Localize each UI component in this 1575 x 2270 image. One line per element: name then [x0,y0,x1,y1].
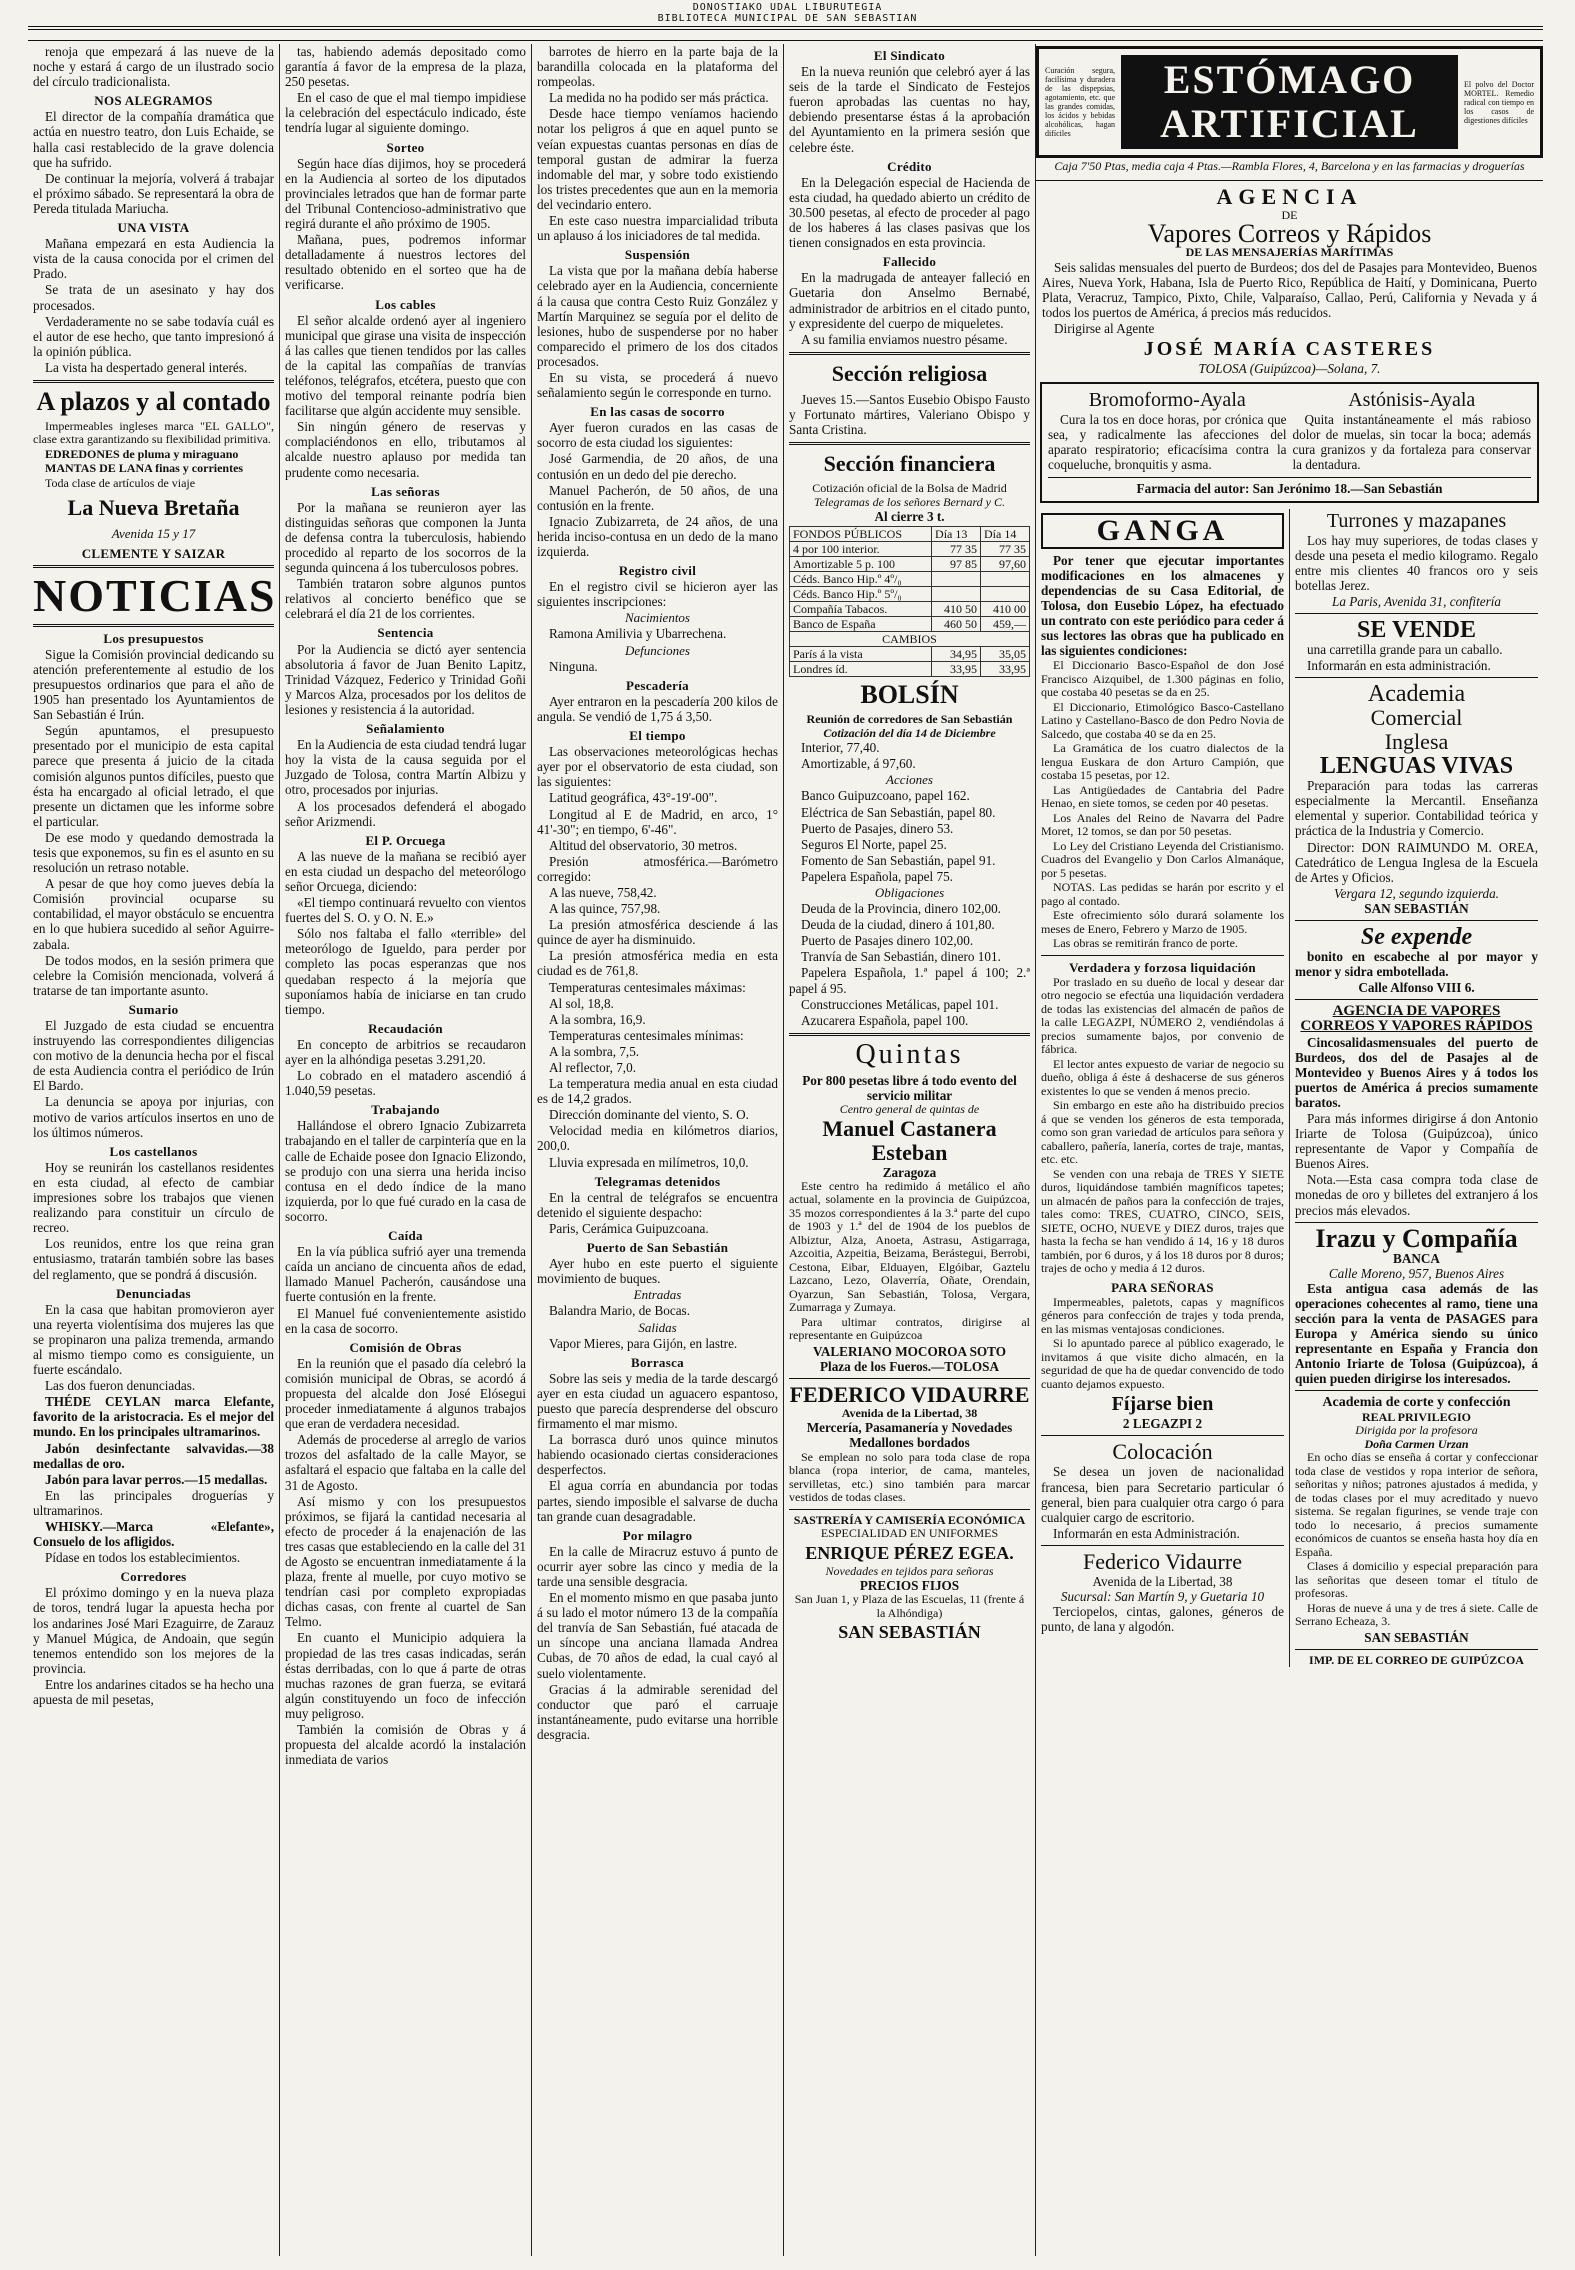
section-title-noticias: NOTICIAS [33,565,274,627]
table-row: Céds. Banco Hip.º 4º/₀ [790,572,1030,587]
columns-5-6: Curación segura, facilísima y duradera de las dispepsias, agotamiento, etc. que las grandes comidas, los ácidos y bebidas alcohólicas, hagan difíciles ESTÓMAGO ARTIFICIAL El polvo del Doctor MORTEL. Remedio radical con tiempo en los casos de digestiones difíciles Caja 7'50 Ptas, media caja 4 Ptas.—Rambla Flores, 4, Barcelona y en las farmacias y droguerías AGENCIA DE Vapores Correos y Rápidos DE LAS MENSAJERÍAS MARÍTIMAS Seis salidas mensuales del puerto de Burdeos; dos del de Pasajes para Montevideo, Buenos Aires, Nueva York, Habana, Isla de Puerto Rico, República de Haití, y Dominicana, Puerto Plata, Veracruz, Tampico, Pixto, Chile, Valparaíso, Callao, Perú, California y Nevada y á todos los puertos de América, á precios más reducidos. Dirigirse al Agente JOSÉ MARÍA CASTERES TOLOSA (Guipúzcoa)—Solana, 7. Bromoformo-Ayala Cura la tos en doce horas, por crónica que sea, y radicalmente las afecciones del aparato respiratorio; eficacísima contra la coqueluche, bronquitis y asma. Astónisis-Ayala Quita instantáneamente el más rabioso dolor de muelas, sin tocar la boca; además cura granizos y da fortaleza para conservar la dentadura. Farmacia del autor: San Jerónimo 18.—San Sebastián GANGA Por tener que ejecutar importantes modificaciones en los almacenes y dependencias de su Casa Editorial, de Tolosa, don Eusebio López, ha efectuado un contrato con este periódico para ceder á sus lectores las obras que ha publicado en las siguientes condiciones: El Diccionario Basco-Español de don José Francisco Aizquibel, de 1.300 páginas en folio, que costaba 40 pesetas se da en 25. El Diccionario, Etimológico Basco-Castellano Latino y Castellano-Basco de don Pedro Novia de Salcedo, que costaba 40 se da en 25. La Gramática de los cuatro dialectos de la lengua Euskara de don Arturo Campión, que costaba 15 pesetas, por 12. Las Antigüedades de Cantabria del Padre Henao, en siete tomos, se ceden por 40 pesetas. Los Anales del Reino de Navarra del Padre Moret, 12 tomos, se dan por 50 pesetas. Lo Ley del Cristiano Leyenda del Cristianismo. Cuadros del Evangelio y Don Carlos Almanáque, por 5 pesetas. NOTAS. Las pedidas se harán por escrito y el pago al contado. Este ofrecimiento sólo durará solamente los meses de Enero, Febrero y Marzo de 1905. Las obras se remitirán franco de porte. Verdadera y forzosa liquidación Por traslado en su dueño de local y desear dar otro negocio se efectúa una liquidación verdadera de todas las existencias del almacén de paños de la calle LEGAZPI, NÚMERO 2, vendiéndolas á precios sumamente bajos, por convenio de fábrica. El lector antes expuesto de variar de negocio su dueño, obliga á éste á deshacerse de sus géneros existentes lo que se venden á menos precio. Sin embargo en este año ha distribuido precios á que se venden los géneros de esta temporada, como son gran variedad de artículos para señora y caballero, pañería, lanería, cortes de traje, mantas, etc. etc. Se venden con una rebaja de TRES Y SIETE duros, liquidándose también magníficos tapetes; un almacén de paños para la confección de trajes, tales como: TRES, CUATRO, CINCO, SEIS, SIETE, OCHO, NUEVE y DIEZ duros, trajes que hasta la fecha se han vendido á 14, 16 y 18 duros también, por 6 duros, y á los 18 duros por 8 duros; trajes de ocho y media á 12 duros. PARA SEÑORAS Impermeables, paletots, capas y magníficos géneros para confección de trajes y toda prenda, en las mismas ventajosas condiciones. Si lo apuntado parece al público exagerado, le invitamos á que visite dicho almacén, en la seguridad de que ha de quedar convencido de todo cuanto dejamos expuesto. Fíjarse bien 2 LEGAZPI 2 Colocación Se desea un joven de nacionalidad francesa, bien para Secretario particular ó general, bien para cualquier otra cargo ó para cualquier cargo de escritorio. Informarán en esta Administración. Federico Vidaurre Avenida de la Libertad, 38 Sucursal: San Martín 9, y Guetaria 10 Terciopelos, cintas, galones, géneros de punto, de lana y algodón. Turrones y mazapanes Los hay muy superiores, de todas clases y desde una peseta el medio kilogramo. Regalo entre mis clientes 40 francos oro y seis botellas Jerez. La Paris, Avenida 31, confitería SE VENDE una carretilla grande para un caballo. Informarán en esta administración. Academia Comercial Inglesa LENGUAS VIVAS Preparación para todas las carreras especialmente la Mercantil. Enseñanza elemental y superior. Contabilidad teórica y práctica de la Industria y Comercio. Director: DON RAIMUNDO M. OREA, Catedrático de Lengua Inglesa de la Escuela de Artes y Oficios. Vergara 12, segundo izquierda. SAN SEBASTIÁN Se expende bonito en escabeche al por mayor y menor y sidra embotellada. Calle Alfonso VIII 6. AGENCIA DE VAPORES CORREOS Y VAPORES RÁPIDOS Cincosalidasmensuales del puerto de Burdeos, dos del de Pasajes al de Montevideo y Buenos Aires y á todos los puertos de América á precios sumamente baratos. Para más informes dirigirse á don Antonio Iriarte de Tolosa (Guipúzcoa), único representante de Vapor y Compañía de Buenos Aires. Nota.—Esta casa compra toda clase de monedas de oro y billetes del extranjero á los precios más elevados. Irazu y Compañía BANCA Calle Moreno, 957, Buenos Aires Esta antigua casa además de las operaciones cohecentes al ramo, tiene una sección para la venta de PASAGES para Europa y América siendo su único representante en España y Francia don Antonio Iriarte de Tolosa (Guipúzcoa), á quien pueden dirigirse los interesados. Academia de corte y confección REAL PRIVILEGIO Dirigida por la profesora Doña Carmen Urzan En ocho días se enseña á cortar y confeccionar toda clase de vestidos y ropa interior de señora, señoritas y niños; patrones ajustados á medida, y de todas clases por el muy acreditado y nuevo sistema. Se regalan figurines, se vende traje con todo lo necesario, á precios sumamente económicos de cuantos se enseña hasta hoy día en España. Clases á domicilio y especial preparación para las señoritas que deseen tomar el título de profesoras. Horas de nueve á una y de tres á siete. Calle de Serrano Echeaza, 3. SAN SEBASTIÁN IMP. DE EL CORREO DE GUIPÚZCOA [1036,44,1543,2256]
divider [1036,180,1543,181]
heading: Los cables [375,296,436,312]
table-row: París á la vista 34,95 35,05 [790,647,1030,662]
divider [1295,613,1538,614]
table-header: FONDOS PÚBLICOS Día 13 Día 14 [790,527,1030,542]
divider [1041,1545,1284,1546]
divider [1295,1390,1538,1391]
table-row: Céds. Banco Hip.º 5º/₀ [790,587,1030,602]
column-5: GANGA Por tener que ejecutar importantes modificaciones en los almacenes y dependencias de su Casa Editorial, de Tolosa, don Eusebio López, ha efectuado un contrato con este periódico para ceder á sus lectores las obras que ha publicado en las siguientes condiciones: El Diccionario Basco-Español de don José Francisco Aizquibel, de 1.300 páginas en folio, que costaba 40 pesetas se da en 25. El Diccionario, Etimológico Basco-Castellano Latino y Castellano-Basco de don Pedro Novia de Salcedo, que costaba 40 se da en 25. La Gramática de los cuatro dialectos de la lengua Euskara de don Arturo Campión, que costaba 15 pesetas, por 12. Las Antigüedades de Cantabria del Padre Henao, en siete tomos, se ceden por 40 pesetas. Los Anales del Reino de Navarra del Padre Moret, 12 tomos, se dan por 50 pesetas. Lo Ley del Cristiano Leyenda del Cristianismo. Cuadros del Evangelio y Don Carlos Almanáque, por 5 pesetas. NOTAS. Las pedidas se harán por escrito y el pago al contado. Este ofrecimiento sólo durará solamente los meses de Enero, Febrero y Marzo de 1905. Las obras se remitirán franco de porte. Verdadera y forzosa liquidación Por traslado en su dueño de local y desear dar otro negocio se efectúa una liquidación verdadera de todas las existencias del almacén de paños de la calle LEGAZPI, NÚMERO 2, vendiéndolas á precios sumamente bajos, por convenio de fábrica. El lector antes expuesto de variar de negocio su dueño, obliga á éste á deshacerse de sus géneros existentes lo que se venden á menos precio. Sin embargo en este año ha distribuido precios á que se venden los géneros de esta temporada, como son gran variedad de artículos para señora y caballero, pañería, lanería, cortes de traje, mantas, etc. etc. Se venden con una rebaja de TRES Y SIETE duros, liquidándose también magníficos tapetes; un almacén de paños para la confección de trajes, tales como: TRES, CUATRO, CINCO, SEIS, SIETE, OCHO, NUEVE y DIEZ duros, trajes que hasta la fecha se han vendido á 14, 16 y 18 duros también, por 6 duros, y á los 18 duros por 8 duros; trajes de ocho y media á 12 duros. PARA SEÑORAS Impermeables, paletots, capas y magníficos géneros para confección de trajes y toda prenda, en las mismas ventajosas condiciones. Si lo apuntado parece al público exagerado, le invitamos á que visite dicho almacén, en la seguridad de que ha de quedar convencido de todo cuanto dejamos expuesto. Fíjarse bien 2 LEGAZPI 2 Colocación Se desea un joven de nacionalidad francesa, bien para Secretario particular ó general, bien para cualquier otra cargo ó para cualquier cargo de escritorio. Informarán en esta Administración. Federico Vidaurre Avenida de la Libertad, 38 Sucursal: San Martín 9, y Guetaria 10 Terciopelos, cintas, galones, géneros de punto, de lana y algodón. [1036,509,1290,1668]
heading: Señalamiento [366,721,445,737]
divider [789,1033,1030,1036]
divider [789,1509,1030,1510]
column-4: El Sindicato En la nueva reunión que celebró ayer á las seis de la tarde el Sindicato de Festejos fueron aprobadas las cuentas no hay, debiendo presentarse éstas á la aprobación del Ayuntamiento en la primera sesión que celebre éste. Crédito En la Delegación especial de Hacienda de esta ciudad, ha quedado abierto un crédito de 30.500 pesetas, al efecto de proceder al pago de los haberes á las clases pasivas que los tienen consignados en esta provincia. Fallecido En la madrugada de anteayer falleció en Guetaria don Anselmo Bernabé, administrador de arbitrios en el citado punto, y expresidente del cuerpo de miqueletes. A su familia enviamos nuestro pésame. Sección religiosa Jueves 15.—Santos Eusebio Obispo Fausto y Fortunato mártires, Valeriano Obispo y Santa Cristina. Sección financiera Cotización oficial de la Bolsa de Madrid Telegramas de los señores Bernard y C. Al cierre 3 t. FONDOS PÚBLICOS Día 13 Día 14 4 por 100 interior. 77 35 77 35 Amortizable 5 p. 100 97 85 97,60 Céds. Banco Hip.º 4º/₀ Céds. Banco Hip.º 5º/₀ Compañía Tabacos. 410 50 410 00 Banco de España 460 50 459,— CAMBIOS París á la vista 34,95 35,05 Londres íd. 33,95 33,95 BOLSÍN Reunión de corredores de San Sebastián Cotización del día 14 de Diciembre Interior, 77,40. Amortizable, á 97,60. Acciones Banco Guipuzcoano, papel 162. Eléctrica de San Sebastián, papel 80. Puerto de Pasajes, dinero 53. Seguros El Norte, papel 25. Fomento de San Sebastián, papel 91. Papelera Española, papel 75. Obligaciones Deuda de la Provincia, dinero 102,00. Deuda de la ciudad, dinero á 101,80. Puerto de Pasajes dinero 102,00. Tranvía de San Sebastián, dinero 101. Papelera Española, 1.ª papel á 100; 2.ª papel á 95. Construcciones Metálicas, papel 101. Azucarera Española, papel 100. Quintas Por 800 pesetas libre á todo evento del servicio militar Centro general de quintas de Manuel Castanera Esteban Zaragoza Este centro ha redimido á metálico el año actual, solamente en la provincia de Guipúzcoa, 35 mozos correspondientes á la 3.ª parte del cupo de 1903 y 1.ª del de 1904 de los pueblos de Albiztur, Alza, Anoeta, Astrasu, Astigarraga, Azcoitia, Azpeitia, Beizama, Berástegui, Berrobi, Cestona, Eibar, Elduayen, Elgóibar, Gaztelu Lazcano, Lezo, Olaverría, Oñate, Orendain, Oyarzun, San Sebastián, Tolosa, Vergara, Zumarraga y Zumaya. Para ultimar contratos, dirigirse al representante en Guipúzcoa VALERIANO MOCOROA SOTO Plaza de los Fueros.—TOLOSA FEDERICO VIDAURRE Avenida de la Libertad, 38 Mercería, Pasamanería y Novedades Medallones bordados Se emplean no solo para toda clase de ropa blanca (ropa interior, de cama, manteles, servilletas, etc.) sino también para marcar vestidos de todas clases. SASTRERÍA Y CAMISERÍA ECONÓMICA ESPECIALIDAD EN UNIFORMES ENRIQUE PÉREZ EGEA. Novedades en tejidos para señoras PRECIOS FIJOS San Juan 1, y Plaza de las Escuelas, 11 (frente á la Alhóndiga) SAN SEBASTIÁN [784,44,1036,2256]
heading: El tiempo [629,728,686,744]
section-title-financiera: Sección financiera [823,451,996,477]
table-row: Amortizable 5 p. 100 97 85 97,60 [790,557,1030,572]
heading: Corredores [120,1569,187,1585]
heading: Los presupuestos [103,630,204,646]
shop-name: La Nueva Bretaña [67,495,240,521]
heading: UNA VISTA [117,220,190,236]
divider [1041,1435,1284,1436]
heading: Borrasca [631,1354,684,1370]
heading: Sorteo [386,139,425,155]
divider [33,380,274,383]
heading: NOS ALEGRAMOS [94,93,213,109]
heading: Puerto de San Sebastián [586,1240,729,1256]
heading: Caída [388,1228,423,1244]
heading: Los castellanos [109,1143,198,1159]
column-3: barrotes de hierro en la parte baja de la barandilla colocada en la plataforma del rompeolas. La medida no ha podido ser más práctica. Desde hace tiempo veníamos haciendo notar los peligros á que en aquel punto se veían expuestas cuantas personas en días de temporal gustan de admirar la fuerza indomable del mar, y sobre todo existiendo los tristes precedentes que aun en la memoria del vecindario entero. En este caso nuestra imparcialidad tributa un aplauso á los iniciadores de tal medida. Suspensión La vista que por la mañana debía haberse celebrado ayer en la Audiencia, concerniente á la causa que contra Cesto Ruiz González y Martín Marquinez se seguía por el delito de lesiones, hubo de suspenderse por no haber comparecido el primero de los dos citados procesados. En su vista, se procederá á nuevo señalamiento según le corresponde en turno. En las casas de socorro Ayer fueron curados en las casas de socorro de esta ciudad los siguientes: José Garmendia, de 20 años, de una contusión en un dedo del pie derecho. Manuel Pacherón, de 50 años, de una contusión en la frente. Ignacio Zubizarreta, de 24 años, de una herida inciso-contusa en un dedo de la mano izquierda. Registro civil En el registro civil se hicieron ayer las siguientes inscripciones: Nacimientos Ramona Amilivia y Ubarrechena. Defunciones Ninguna. Pescadería Ayer entraron en la pescadería 200 kilos de angula. Se vendió de 1,75 á 3,50. El tiempo Las observaciones meteorológicas hechas ayer por el observatorio de esta ciudad, son las siguientes: Latitud geográfica, 43°-19'-00". Longitud al E de Madrid, en arco, 1° 41'-30"; en tiempo, 6'-46". Altitud del observatorio, 30 metros. Presión atmosférica.—Barómetro corregido: A las nueve, 758,42. A las quince, 757,98. La presión atmosférica desciende á las quince de ayer ha disminuido. La presión atmosférica media en esta ciudad es de 761,8. Temperaturas centesimales máximas: Al sol, 18,8. A la sombra, 16,9. Temperaturas centesimales mínimas: A la sombra, 7,5. Al reflector, 7,0. La temperatura media anual en esta ciudad es de 14,2 grados. Dirección dominante del viento, S. O. Velocidad media en kilómetros diarios, 200,0. Lluvia expresada en milímetros, 10,0. Telegramas detenidos En la central de telégrafos se encuentra detenido el siguiente despacho: Paris, Cerámica Guipuzcoana. Puerto de San Sebastián Ayer hubo en este puerto el siguiente movimiento de buques. Entradas Balandra Mario, de Bocas. Salidas Vapor Mieres, para Gijón, en lastre. Borrasca Sobre las seis y media de la tarde descargó ayer en esta ciudad un aguacero espantoso, puesto que parecía desprenderse del obscuro firmamento el mar mismo. La borrasca duró unos quince minutos habiendo ocasionado ciertas consideraciones desperfectos. El agua corría en abundancia por todas partes, siendo imposible el salvarse de ducha tan grande cuan desagradable. Por milagro En la calle de Miracruz estuvo á punto de ocurrir ayer sobre las cinco y media de la tarde una sensible desgracia. En el momento mismo en que pasaba junto á su lado el motor número 13 de la compañía del tranvía de San Sebastián, fué atacada de un síncope una anciana llamada Andrea Cubas, de 70 años de edad, la cual cayó al suelo violentamente. Gracias á la admirable serenidad del conductor que paró el carruaje instantáneamente, pudo evitarse una horrible desgracia. [532,44,784,2256]
divider [789,352,1030,355]
column-1: renoja que empezará á las nueve de la noche y estará á cargo de un ilustrado socio del círculo tradicionalista. NOS ALEGRAMOS El director de la compañía dramática que actúa en nuestro teatro, don Luis Echaide, se halla casi restablecido de la grave dolencia que ha sufrido. De continuar la mejoría, volverá á trabajar el próximo sábado. Se representará la obra de Pereda titulada Mariucha. UNA VISTA Mañana empezará en esta Audiencia la vista de la causa conocida por el crimen del Prado. Se trata de un asesinato y hay dos procesados. Verdaderamente no se sabe todavía cuál es el autor de ese hecho, que tanto impresionó á la opinión pública. La vista ha despertado general interés. A plazos y al contado Impermeables ingleses marca "EL GALLO", clase extra garantizando su flexibilidad primitiva. EDREDONES de pluma y miraguano MANTAS DE LANA finas y corrientes Toda clase de artículos de viaje La Nueva Bretaña Avenida 15 y 17 CLEMENTE Y SAIZAR NOTICIAS Los presupuestos Sigue la Comisión provincial dedicando su atención preferentemente al estudio de los presupuestos ordinarios que para el año de 1905 han presentado los Ayuntamientos de San Sebastián é Irún. Según apuntamos, el presupuesto presentado por el municipio de esta capital parece que presenta á juicio de la citada comisión algunos puntos difíciles, puesto que ésta ha encargado al oficial letrado, el que presente un dictamen que les informe sobre el particular. De ese modo y quedando demostrada la tesis que exponemos, su fin es el asunto en su resolución un retraso notable. A pesar de que hoy como jueves debía la Comisión provincial ocuparse su contabilidad, el mayor obstáculo se encuentra en lo que hubiera sucedido al señor Aguirre-zabala. De todos modos, en la sesión primera que celebre la Comisión mencionada, volverá á tratarse de tan importante asunto. Sumario El Juzgado de esta ciudad se encuentra instruyendo las correspondientes diligencias con motivo de la denuncia hecha por el fiscal de esta Audiencia contra el periódico de Irún El Bardo. La denuncia se apoya por injurias, con motivo de varios artículos insertos en uno de los últimos números. Los castellanos Hoy se reunirán los castellanos residentes en esta ciudad, al efecto de cambiar impresiones sobre los trabajos que vienen realizando para constituir un círculo de recreo. Los reunidos, entre los que reina gran entusiasmo, tratarán también sobre las bases del reglamento, que se pondrá á discusión. Denunciadas En la casa que habitan promovieron ayer una reyerta violentísima dos mujeres las que se propinaron una paliza tremenda, armando al mismo tiempo como es consiguiente, un fuerte escándalo. Las dos fueron denunciadas. THÉDE CEYLAN marca Elefante, favorito de la aristocracia. Es el mejor del mundo. En los principales ultramarinos. Jabón desinfectante salvavidas.—38 medallas de oro. Jabón para lavar perros.—15 medallas. En las principales droguerías y ultramarinos. WHISKY.—Marca «Elefante», Consuelo de los afligidos. Pídase en todos los establecimientos. Corredores El próximo domingo y en la nueva plaza de toros, tendrá lugar la apuesta hecha por los andarines José Mari Ezaguirre, de Zarauz y Manuel Múgica, de Andoain, que según tenemos entendido son los mejores de la provincia. Entre los andarines citados se ha hecho una apuesta de mil pesetas, [28,44,280,2256]
heading: En las casas de socorro [590,404,725,420]
table-row: Londres íd. 33,95 33,95 [790,662,1030,677]
column-2: tas, habiendo además depositado como garantía á favor de la empresa de la plaza, 250 pesetas. En el caso de que el mal tiempo impidiese la celebración del espectáculo indicado, éste tendría lugar al siguiente domingo. Sorteo Según hace días dijimos, hoy se procederá en la Audiencia al sorteo de los diputados provinciales letrados que han de formar parte del Tribunal Contencioso-administrativo que regirá durante el año próximo de 1905. Mañana, pues, podremos informar detalladamente á nuestros lectores del resultado obtenido en el sorteo que ha de verificarse. Los cables El señor alcalde ordenó ayer al ingeniero municipal que girase una visita de inspección á las calles que tienen tendidos por las calles de la capital las compañías de tranvías teléfonos, telégrafos, etcétera, puesto que con motivo del temporal reinante podría bien facilitarse que algún accidente muy sensible. Sin ningún género de reservas y complaciéndonos en ello, tributamos al alcalde nuestro aplauso por medida tan prudente como necesaria. Las señoras Por la mañana se reunieron ayer las distinguidas señoras que componen la Junta de defensa contra la tuberculosis, habiendo procedido al reparto de los socorros de la segunda quincena á los tuberculosos pobres. También trataron sobre algunos puntos relativos al concierto benéfico que se celebrará el día 21 de los corrientes. Sentencia Por la Audiencia se dictó ayer sentencia absolutoria á favor de Juan Benito Lapitz, Trinidad Vázquez, Federico y Trinidad Goñi y Marcos Alza, procesados por los delitos de lesiones y resistencia á la autoridad. Señalamiento En la Audiencia de esta ciudad tendrá lugar hoy la vista de la causa seguida por el Juzgado de Tolosa, contra Martín Albizu y otro, procesados por injurias. A los procesados defenderá el abogado señor Arizmendi. El P. Orcuega A las nueve de la mañana se recibió ayer en esta ciudad un despacho del meteorólogo señor Orcuega, diciendo: «El tiempo continuará revuelto con vientos fuertes del S. O. y O. N. E.» Sólo nos faltaba el fallo «terrible» del meteorólogo de Igueldo, para perder por completo las pocas esperanzas que nos quedaban respecto á la mejoría que suponíamos había de iniciarse en tan crudo tiempo. Recaudación En concepto de arbitrios se recaudaron ayer en la alhóndiga pesetas 3.291,20. Lo cobrado en el matadero ascendió á 1.040,59 pesetas. Trabajando Hallándose el obrero Ignacio Zubizarreta trabajando en el taller de carpintería que en la calle de Echaide posee don Ignacio Elizondo, se produjo con una sierra una herida inciso contusa en el dedo índice de la mano izquierda, por lo que fué curado en la casa de socorro. Caída En la vía pública sufrió ayer una tremenda caída un anciano de cincuenta años de edad, llamado Manuel Pacherón, causándose una fuerte contusión en la frente. El Manuel fué convenientemente asistido en la casa de socorro. Comisión de Obras En la reunión que el pasado día celebró la comisión municipal de Obras, se acordó á propuesta del alcalde don José Elósegui proceder inmediatamente á algunos trabajos que eran de verdadera necesidad. Además de procederse al arreglo de varios trozos del asfaltado de la calle Mayor, se asfaltará el espacio que faltaba en la calle del 31 de Agosto. Así mismo y con los presupuestos próximos, se fijará la cantidad necesaria al efecto de proceder á la enajenación de las tres casas que estableciendo en la calle del 31 de Agosto se encuentran inmediatamente á la plaza, frente al muelle, por cuyo motivo se tendrían casi por completo expropiadas dichas casas, con frente al cuartel de San Telmo. En cuanto el Municipio adquiera la propiedad de las tres casas indicadas, serán éstas derribadas, con lo que á parte de otras muchas razones de gran fuerza, se evitará algún constituyendo un foco de infección muy peligroso. También la comisión de Obras y á propuesta del alcalde acordó la instalación inmediata de varios [280,44,532,2256]
divider [1295,1222,1538,1223]
library-stamp: DONOSTIAKO UDAL LIBURUTEGIA BIBLIOTECA MUNICIPAL DE SAN SEBASTIAN [657,2,918,24]
heading: Registro civil [618,563,697,579]
table-row: Banco de España 460 50 459,— [790,617,1030,632]
ad-title: Quintas [855,1038,964,1070]
divider [789,1378,1030,1379]
heading: Por milagro [622,1527,693,1543]
heading: Trabajando [371,1102,440,1118]
divider [1295,1649,1538,1650]
table-subheader: CAMBIOS [790,632,1030,647]
ayala-ad: Bromoformo-Ayala Cura la tos en doce horas, por crónica que sea, y radicalmente las afecciones del aparato respiratorio; eficacísima contra la coqueluche, bronquitis y asma. Astónisis-Ayala Quita instantáneamente el más rabioso dolor de muelas, sin tocar la boca; además cura granizos y da fortaleza para conservar la dentadura. Farmacia del autor: San Jerónimo 18.—San Sebastián [1040,382,1539,502]
divider [789,442,1030,445]
section-title-bolsin: BOLSÍN [860,680,959,710]
divider [1295,999,1538,1000]
heading: Crédito [887,158,932,174]
heading: Pescadería [626,677,689,693]
heading: Recaudación [368,1020,443,1036]
ad-title: A plazos y al contado [36,386,271,416]
table-row: Compañía Tabacos. 410 50 410 00 [790,602,1030,617]
stock-table [789,526,1030,677]
heading: El Sindicato [873,48,946,63]
heading: Telegramas detenidos [594,1173,721,1189]
ganga-title: GANGA [1041,513,1284,549]
heading: Sumario [128,1001,179,1017]
table-row: 4 por 100 interior. 77 35 77 35 [790,542,1030,557]
section-title-religiosa: Sección religiosa [831,360,988,386]
heading: Sentencia [377,625,434,641]
heading: Denunciadas [116,1285,191,1301]
top-rule [28,26,1543,41]
heading: El P. Orcuega [365,832,446,848]
divider [1295,920,1538,921]
divider [1295,677,1538,678]
heading: Suspensión [624,247,691,263]
divider [1041,955,1284,956]
heading: Comisión de Obras [349,1339,462,1355]
estomago-ad: Curación segura, facilísima y duradera de las dispepsias, agotamiento, etc. que las grandes comidas, los ácidos y bebidas alcohólicas, hagan difíciles ESTÓMAGO ARTIFICIAL El polvo del Doctor MORTEL. Remedio radical con tiempo en los casos de digestiones difíciles [1036,46,1543,158]
printer-imprint: IMP. DE EL CORREO DE GUIPÚZCOA [1309,1652,1524,1667]
columns [28,44,1543,2256]
column-6: Turrones y mazapanes Los hay muy superiores, de todas clases y desde una peseta el medio kilogramo. Regalo entre mis clientes 40 francos oro y seis botellas Jerez. La Paris, Avenida 31, confitería SE VENDE una carretilla grande para un caballo. Informarán en esta administración. Academia Comercial Inglesa LENGUAS VIVAS Preparación para todas las carreras especialmente la Mercantil. Enseñanza elemental y superior. Contabilidad teórica y práctica de la Industria y Comercio. Director: DON RAIMUNDO M. OREA, Catedrático de Lengua Inglesa de la Escuela de Artes y Oficios. Vergara 12, segundo izquierda. SAN SEBASTIÁN Se expende bonito en escabeche al por mayor y menor y sidra embotellada. Calle Alfonso VIII 6. AGENCIA DE VAPORES CORREOS Y VAPORES RÁPIDOS Cincosalidasmensuales del puerto de Burdeos, dos del de Pasajes al de Montevideo y Buenos Aires y á todos los puertos de América á precios sumamente baratos. Para más informes dirigirse á don Antonio Iriarte de Tolosa (Guipúzcoa), único representante de Vapor y Compañía de Buenos Aires. Nota.—Esta casa compra toda clase de monedas de oro y billetes del extranjero á los precios más elevados. Irazu y Compañía BANCA Calle Moreno, 957, Buenos Aires Esta antigua casa además de las operaciones cohecentes al ramo, tiene una sección para la venta de PASAGES para Europa y América siendo su único representante en España y Francia don Antonio Iriarte de Tolosa (Guipúzcoa), á quien pueden dirigirse los interesados. Academia de corte y confección REAL PRIVILEGIO Dirigida por la profesora Doña Carmen Urzan En ocho días se enseña á cortar y confeccionar toda clase de vestidos y ropa interior de señora, señoritas y niños; patrones ajustados á medida, y de todas clases por el muy acreditado y nuevo sistema. Se regalan figurines, se vende traje con todo lo necesario, á precios sumamente económicos de cuantos se enseña hasta hoy día en España. Clases á domicilio y especial preparación para las señoritas que deseen tomar el título de profesoras. Horas de nueve á una y de tres á siete. Calle de Serrano Echeaza, 3. SAN SEBASTIÁN IMP. DE EL CORREO DE GUIPÚZCOA [1295,509,1538,1667]
heading: Las señoras [371,483,440,499]
heading: Fallecido [882,254,937,270]
